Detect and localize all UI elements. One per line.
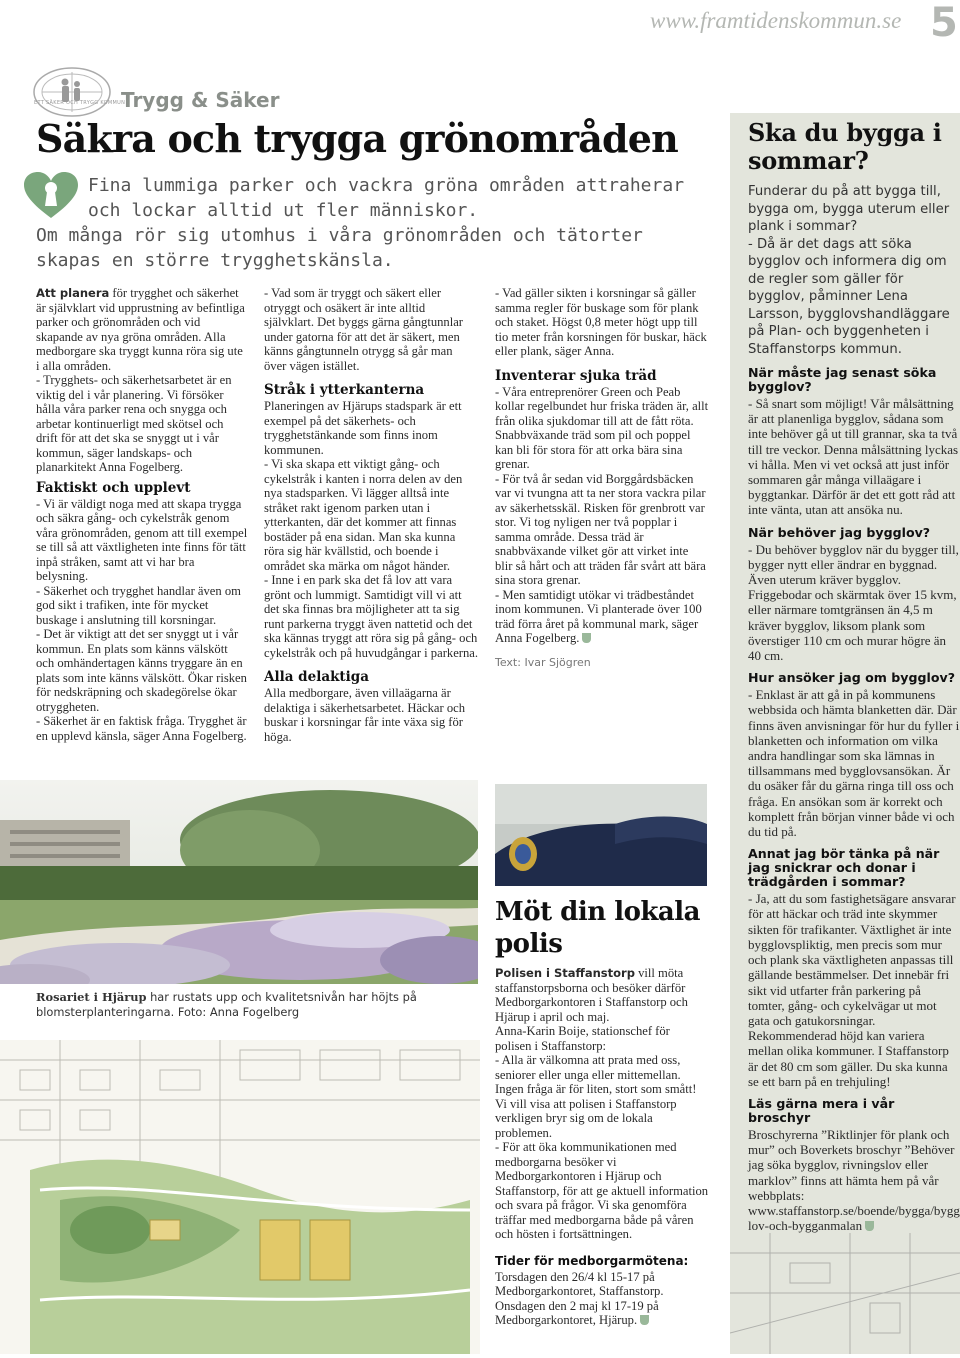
kommun-logo <box>32 66 112 118</box>
logo-ring-text: ETT SÄKER OCH TRYGG KOMMUN <box>34 100 126 106</box>
article-headline: Säkra och trygga grönområden <box>36 116 678 161</box>
sidebar-headline: Ska du bygga i sommar? <box>748 118 942 175</box>
police-body: Polisen i Staffanstorp vill möta staffanstorpsborna och besöker därför Medborgarkontoren i Staffanstorp och Hjärup i april och maj. Anna-Karin Boije, stationschef för polisen i Staffanstorp: - Alla är välkomna att prata med oss, seniorer eller unga eller mittemellan. Ingen fråga är för liten, stort som smått! Vi vill visa att polisen i Staffanstorp verkligen bryr sig om de lokala problemen. - För att öka kommunikationen med medborgarna besöker vi Medborgarkontoren i Hjärup och Staffanstorp, för att ge aktuell information och svara på frågor. Vi ska genomföra träffar med medborgarna både på våren och hösten i fortsättningen. Tider för medborgarmötena: Torsdagen den 26/4 kl 15-17 på Medborgarkontoret, Staffanstorp. Onsdagen den 2 maj kl 17-19 på Medborgarkontoret, Hjärup. <box>495 966 709 1327</box>
sidebar-intro: Funderar du på att bygga till, bygga om, bygga uterum eller plank i sommar? - Då är det dags att söka bygglov och informera dig om de regler som gäller för bygglov, påminner Lena Larsson, bygglovshandläggare på Plan- och byggenheten i Staffanstorps kommun. <box>748 184 950 357</box>
article-col-1: Att planera för trygghet och säkerhet är självklart vid upprustning av befintliga parker och grönområden och vid skapande av nya gröna områden. Alla medborgare ska tryggt kunna röra sig ute i alla områden. - Trygghets- och säkerhetsarbetet är en viktig del i vår planering. Vi försöker hålla våra parker rena och snygga och arbetar kontinuerligt med skötsel och drift för att det ska se snyggt ut i vår kommun, säger landskaps- och planarkitekt Anna Fogelberg. Faktiskt och upplevt - Vi är väldigt noga med att skapa trygga och säkra gång- och cykelstråk genom våra grönområden, genom att till exempel se till så att växtligheten inte finns för tätt inpå stråken, samt att vi har bra belysning. - Säkerhet och trygghet handlar även om god sikt i trafiken, inte för mycket buskage i anslutning till korsningar. - Det är viktigt att det ser snyggt ut i vår kommun. En plats som känns välskött och omhändertagen känns tryggare än en plats som inte känns välskött. Ökar risken för nedskräpning och skadegörelse ökar otryggheten. - Säkerhet är en faktisk fråga. Trygghet är en upplevd känsla, säger Anna Fogelberg. <box>36 286 248 743</box>
end-mark-icon <box>640 1315 649 1325</box>
park-photo <box>0 780 478 984</box>
end-mark-icon <box>582 633 591 643</box>
subhead-faktiskt: Faktiskt och upplevt <box>36 479 191 496</box>
section-label: Trygg & Säker <box>121 88 280 112</box>
page-number: 5 <box>930 0 958 46</box>
byline: Text: Ivar Sjögren <box>495 655 591 669</box>
site-url[interactable]: www.framtidenskommun.se <box>650 8 902 33</box>
sidebar-bygglov: Ska du bygga i sommar? Funderar du på att bygga till, bygga om, bygga uterum eller plank i sommar? - Då är det dags att söka bygglov och informera dig om de regler som gäller för bygglov, påminner Lena Larsson, bygglovshandläggare på Plan- och byggenheten i Staffanstorps kommun. När måste jag senast söka bygglov? - Så snart som möjligt! Vår målsättning är att planenliga bygglov, sådana som inte behöver gå ut till grannar, ska ta två till tre veckor. Denna målsättning lyckas vi hålla. Men vi vet också att just inför sommaren går många villaägare i byggtankar. Därför är det ett gott råd att inte vänta, utan att ansöka nu. När behöver jag bygglov? - Du behöver bygglov när du bygger till, bygger nytt eller ändrar en byggnad. Även uterum kräver bygglov. Friggebodar och skärmtak över 15 kvm, eller närmare tomtgränsen än 4,5 m kräver bygglov, liksom plank som överstiger 110 cm och murar högre än 40 cm. Hur ansöker jag om bygglov? - Enklast är att gå in på kommunens webbsida och hämta blanketten där. Där finns även anvisningar för hur du fyller i blanketten och information om vilka andra handlingar som ska lämnas in tillsammans med bygglovsansökan. Är du osäker får du gärna ringa till oss och fråga. En ansökan som är korrekt och komplett från början vinner både vi och du tid på. Annat jag bör tänka på när jag snickrar och donar i trädgården i sommar? - Ja, att du som fastighetsägare ansvarar för att häckar och träd inte skymmer sikten för trafikanter. Växtlighet är inte bygglovspliktig, men precis som mur och plank ska växtligheten anpassas till gällande bestämmelser. Det innebär fri sikt vid utfarter från parkering på tomter, gång- och cykelvägar ut mot gata och gatukorsningar. Rekommenderad höjd kan variera mellan olika kommuner. I Staffanstorp är det 80 cm som gäller. Du ska kunna se ett barn på en trehjuling! Läs gärna mera i vår broschyr Broschyrerna ”Riktlinjer för plank och mur” och Boverkets broschyr ”Behöver jag söka bygglov, rivningslov eller marklov” finns att hämta hem på vår webbplats: www.staffanstorp.se/boende/bygga/bygglov-och-bygganmalan <box>730 113 960 1354</box>
faq-q1: När måste jag senast söka bygglov? <box>748 365 937 394</box>
end-mark-icon <box>865 1221 874 1231</box>
photo-caption: Rosariet i Hjärup har rustats upp och kvalitetsnivån har höjts på blomsterplanteringarna. Foto: Anna Fogelberg <box>36 990 417 1019</box>
police-photo <box>495 784 707 886</box>
faq-q5: Läs gärna mera i vår broschyr <box>748 1095 895 1125</box>
sidebar-plan-drawing <box>730 1233 960 1354</box>
meeting-times-head: Tider för medborgarmötena: <box>495 1253 689 1268</box>
subhead-inventerar: Inventerar sjuka träd <box>495 367 657 384</box>
col1-lead: Att planera <box>36 286 110 300</box>
subhead-strak: Stråk i ytterkanterna <box>264 382 425 398</box>
faq-q4: Annat jag bör tänka på när jag snickrar och donar i trädgården i sommar? <box>748 846 940 890</box>
police-headline: Möt din lokala polis <box>495 897 700 959</box>
brochure-link[interactable]: www.staffanstorp.se/boende/bygga/bygglov-och-bygganmalan <box>748 1202 960 1234</box>
article-intro: Fina lummiga parker och vackra gröna områden attraherar och lockar alltid ut fler människor. Om många rör sig utomhus i våra grönområden och tätorter skapas en större trygghetskänsla. <box>36 175 685 271</box>
faq-q2: När behöver jag bygglov? <box>748 524 931 540</box>
article-col-2: - Vad som är tryggt och säkert eller otryggt och osäkert är inte alltid självklart. Det byggs gärna gångtunnlar under gatorna för att det är säkert, men känns gångtunneln otrygg så går man över vägen istället. Stråk i ytterkanterna Planeringen av Hjärups stadspark är ett exempel på det säkerhets- och trygghetstänkande som finns inom kommunen. - Vi ska skapa ett viktigt gång- och cykelstråk i kanten i norra delen av den nya stadsparken. Vi lägger alltså inte stråket rakt igenom parken utan i ytterkanten, där det kommer att finnas bostäder på ena sidan. Man ska kunna röra sig här kvällstid, och boende i området ska märka om något händer. - Inne i en park ska det få lov att vara grönt och lummigt. Samtidigt vill vi att det ska finnas bra möjligheter att ta sig runt parkerna tryggt även nattetid och det ska kännas tryggt att röra sig på gång- och cykelstråk och på huvudgångar i parkerna. Alla delaktiga Alla medborgare, även villaägarna är delaktiga i säkerhetsarbetet. Häckar och buskar i korsningar får inte växa sig för höga. <box>264 286 479 744</box>
faq-q3: Hur ansöker jag om bygglov? <box>748 670 955 686</box>
subhead-alla-delaktiga: Alla delaktiga <box>264 669 369 685</box>
article-col-3: - Vad gäller sikten i korsningar så gäller samma regler för buskage som för plank och staket. Högst 0,8 meter högt upp till tio meter från korsningen för buskar, häck eller plank, säger Anna. Inventerar sjuka träd - Våra entreprenörer Green och Peab kollar regelbundet hur friska träden är, allt från olika sjukdomar till att de fått röta. Snabbväxande träd som pil och poppel kan bli för stora för att orka bära sina grenar. - För två år sedan vid Borggårdsbäcken var vi tvungna att ta ner stora vackra pilar av säkerhetsskäl. Risken för grenbrott var stor. Vi tog nyligen ner två popplar i samma område. Dessa träd är snabbväxande vilket gör att virket inte blir så hårt och att träden får svårt att bära sina stora grenar. - Men samtidigt utökar vi trädbeståndet inom kommunen. Vi planterade över 100 träd förra året på kommunal mark, säger Anna Fogelberg. Text: Ivar Sjögren <box>495 286 709 669</box>
site-plan-map <box>0 1040 480 1354</box>
